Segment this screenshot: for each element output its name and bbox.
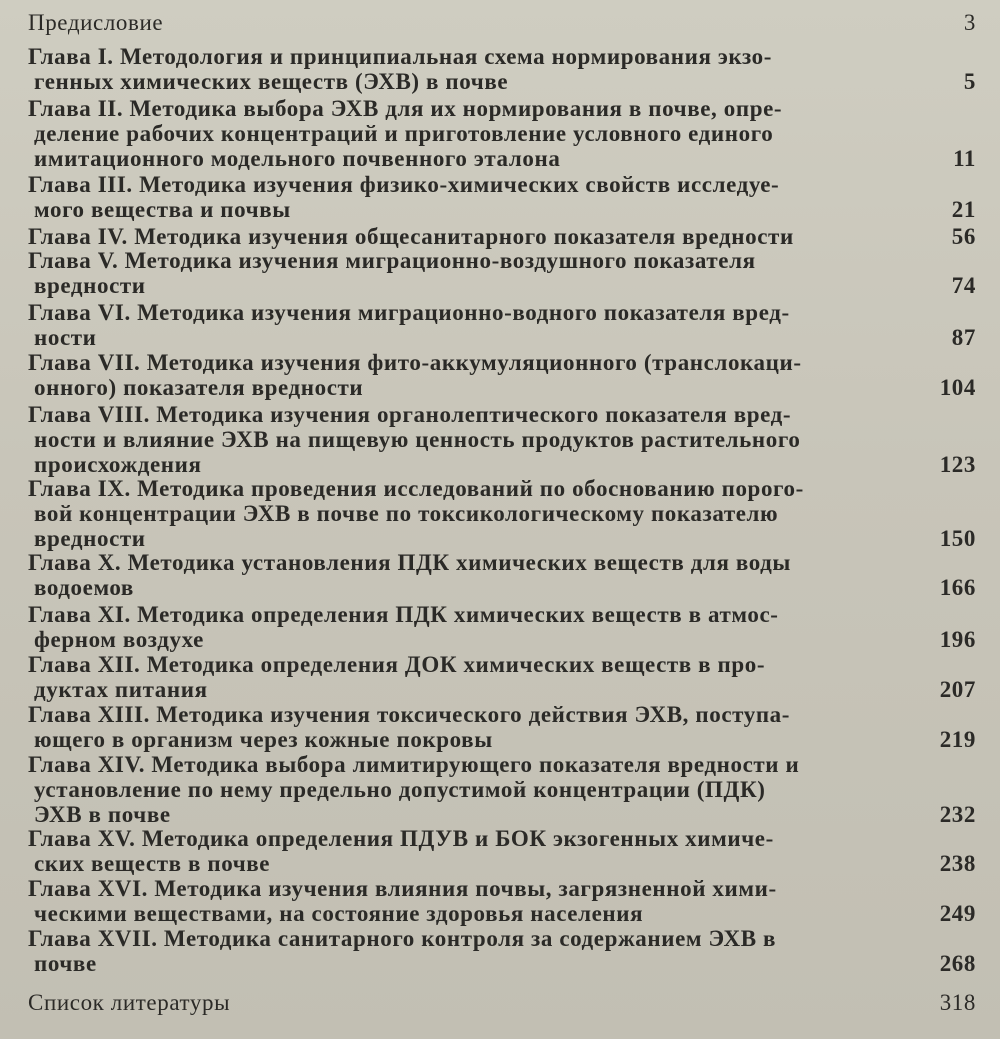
toc-entry-line [28,627,980,652]
toc-entry [28,876,980,926]
toc-entry-line [28,197,980,222]
toc-entry-text: установление по нему предельно допустимой концентрации (ПДК) [34,777,766,802]
toc-entry-line [28,926,980,951]
toc-entry-line [28,575,980,600]
toc-entry [28,350,980,400]
toc-entry-text: деление рабочих концентраций и приготовление условного единого [34,121,774,146]
toc-entry [28,752,980,827]
toc-entry [28,224,980,249]
toc-entry-text: Глава X. Методика установления ПДК химических веществ для воды [28,550,791,575]
toc-entry-line [28,826,980,851]
toc-entry [28,550,980,600]
toc-entry-line [28,96,980,121]
toc-entry-text: Глава II. Методика выбора ЭХВ для их нормирования в почве, опре- [28,96,783,121]
toc-page-number: 11 [953,146,976,171]
toc-entry-line [28,273,980,298]
toc-entry-line [28,146,980,171]
toc-entry-line [28,121,980,146]
toc-page-number: 166 [939,575,976,600]
toc-page-number: 196 [939,627,976,652]
toc-entry-text: Глава III. Методика изучения физико-химических свойств исследуе- [28,172,780,197]
toc-entry-line [28,727,980,752]
toc-entry-text: Глава V. Методика изучения миграционно-воздушного показателя [28,248,756,273]
toc-page-number: 56 [951,224,976,249]
toc-entry-text: Глава IX. Методика проведения исследований по обоснованию порого- [28,476,804,501]
toc-entry-text: ЭХВ в почве [34,802,171,827]
toc-entry-text: Глава XV. Методика определения ПДУВ и БОК экзогенных химиче- [28,826,774,851]
toc-entry [28,10,980,35]
toc-entry-text: Глава VII. Методика изучения фито-аккумуляционного (транслокаци- [28,350,802,375]
toc-entry-text: Глава I. Методология и принципиальная схема нормирования экзо- [28,44,773,69]
toc-entry-text: генных химических веществ (ЭХВ) в почве [34,69,509,94]
toc-page-number: 87 [951,325,976,350]
toc-entry-line [28,990,980,1015]
toc-entry-line [28,325,980,350]
toc-entry-line [28,10,980,35]
toc-entry-line [28,300,980,325]
toc-entry-text: Глава VIII. Методика изучения органолептического показателя вред- [28,402,792,427]
toc-entry-line [28,702,980,727]
toc-entry-text: имитационного модельного почвенного эталона [34,146,561,171]
toc-entry-line [28,224,980,249]
toc-entry-text: вой концентрации ЭХВ в почве по токсикологическому показателю [34,501,779,526]
toc-entry [28,172,980,222]
toc-page-number: 150 [939,526,976,551]
toc-page-number: 238 [939,851,976,876]
toc-entry-line [28,851,980,876]
toc-entry-text: вредности [34,273,146,298]
toc-entry-line [28,452,980,477]
toc-entry-text: Глава XIV. Методика выбора лимитирующего показателя вредности и [28,752,800,777]
toc-entry-line [28,901,980,926]
toc-entry-text: ферном воздухе [34,627,204,652]
toc-entry-text: Список литературы [28,990,231,1015]
toc-page-number: 123 [939,452,976,477]
toc-entry-text: ности и влияние ЭХВ на пищевую ценность продуктов растительного [34,427,801,452]
toc-entry-text: дуктах питания [34,677,208,702]
toc-entry-text: Глава XIII. Методика изучения токсического действия ЭХВ, поступа- [28,702,791,727]
toc-entry-text: почве [34,951,97,976]
toc-page-number: 318 [939,990,976,1015]
toc-entry-text: Глава XI. Методика определения ПДК химических веществ в атмос- [28,602,779,627]
toc-entry-line [28,876,980,901]
toc-entry-line [28,69,980,94]
toc-entry-text: мого вещества и почвы [34,197,291,222]
toc-page-number: 3 [963,10,976,35]
toc-entry [28,476,980,551]
toc-page-number: 21 [951,197,976,222]
toc-entry-text: Глава VI. Методика изучения миграционно-водного показателя вред- [28,300,790,325]
toc-page-number: 74 [951,273,976,298]
toc-entry [28,248,980,298]
toc-entry-text: Глава XVII. Методика санитарного контроля за содержанием ЭХВ в [28,926,777,951]
toc-entry-line [28,777,980,802]
toc-entry-text: ческими веществами, на состояние здоровья населения [34,901,644,926]
toc-entry-text: Глава IV. Методика изучения общесанитарного показателя вредности [28,224,794,249]
toc-entry-text: ности [34,325,97,350]
toc-entry [28,300,980,350]
toc-entry [28,926,980,976]
toc-entry-text: происхождения [34,452,202,477]
toc-entry [28,402,980,477]
toc-entry-line [28,602,980,627]
toc-entry-text: Глава XII. Методика определения ДОК химических веществ в про- [28,652,766,677]
toc-entry-line [28,248,980,273]
toc-entry [28,826,980,876]
toc-page-number: 249 [939,901,976,926]
toc-entry-line [28,677,980,702]
toc-entry-line [28,501,980,526]
toc-entry-line [28,550,980,575]
toc-page-number: 104 [939,375,976,400]
toc-page-number: 268 [939,951,976,976]
toc-page-number: 207 [939,677,976,702]
toc-entry-line [28,802,980,827]
toc-entry-text: ющего в организм через кожные покровы [34,727,493,752]
toc-entry-text: Предисловие [28,10,164,35]
toc-entry [28,990,980,1015]
toc-entry-line [28,402,980,427]
toc-entry-text: вредности [34,526,146,551]
toc-entry-text: Глава XVI. Методика изучения влияния почвы, загрязненной хими- [28,876,777,901]
toc-entry-line [28,427,980,452]
toc-entry [28,44,980,94]
toc-entry-line [28,350,980,375]
toc-entry [28,652,980,702]
toc-entry-line [28,752,980,777]
toc-entry-line [28,375,980,400]
toc-entry-line [28,951,980,976]
toc-entry-line [28,476,980,501]
toc-entry-line [28,172,980,197]
toc-page-number: 219 [939,727,976,752]
toc-page-number: 5 [963,69,976,94]
toc-entry [28,602,980,652]
toc-entry-line [28,652,980,677]
toc-page-number: 232 [939,802,976,827]
toc-entry-text: ских веществ в почве [34,851,271,876]
toc-entry-text: водоемов [34,575,134,600]
toc-entry-text: онного) показателя вредности [34,375,364,400]
toc-entry-line [28,44,980,69]
toc-entry [28,96,980,171]
toc-entry-line [28,526,980,551]
toc-entry [28,702,980,752]
